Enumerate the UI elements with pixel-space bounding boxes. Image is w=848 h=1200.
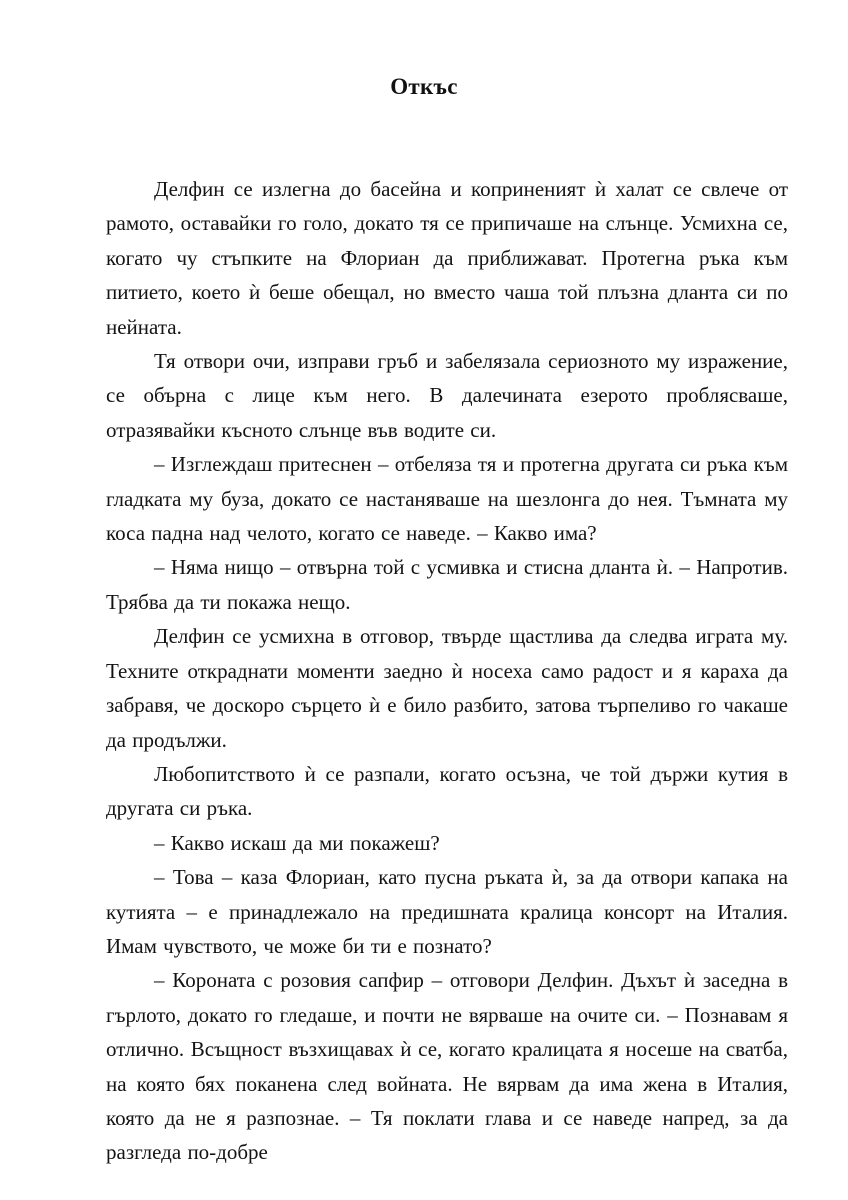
paragraph: – Какво искаш да ми покажеш?	[154, 830, 440, 855]
title-row	[0, 74, 848, 100]
document-body	[106, 172, 788, 1170]
paragraph: – Короната с розовия сапфир – отговори Делфин. Дъхът ѝ заседна в гърлото, докато го гледаше, и почти не вярваше на очите си. – Познавам я отлично. Всъщност възхищавах ѝ се, когато кралицата я носеше на сватба, на която бях поканена след войната. Не вярвам да има жена в Италия, която да не я разпознае. – Тя поклати глава и се наведе напред, за да разгледа по-добре	[106, 968, 788, 1165]
paragraph: Любопитството ѝ се разпали, когато осъзна, че той държи кутия в другата си ръка.	[106, 761, 788, 821]
page-title: Откъс	[390, 74, 458, 99]
paragraph: – Това – каза Флориан, като пусна ръката ѝ, за да отвори капака на кутията – е принадлежало на предишната кралица консорт на Италия. Имам чувството, че може би ти е познато?	[106, 865, 788, 958]
paragraph: – Изглеждаш притеснен – отбеляза тя и протегна другата си ръка към гладката му буза, докато се настаняваше на шезлонга до нея. Тъмната му коса падна над челото, когато се наведе. – Какво има?	[106, 452, 788, 546]
paragraph: Делфин се усмихна в отговор, твърде щастлива да следва играта му. Техните откраднати моменти заедно ѝ носеха само радост и я караха да забравя, че доскоро сърцето ѝ е било разбито, затова търпеливо го чакаше да продължи.	[106, 624, 788, 752]
paragraph: – Няма нищо – отвърна той с усмивка и стисна дланта ѝ. – Напротив. Трябва да ти покажа нещо.	[106, 555, 788, 614]
paragraph: Тя отвори очи, изправи гръб и забелязала сериозното му изражение, се обърна с лице към него. В далечината езерото проблясваше, отразявайки късното слънце във водите си.	[106, 349, 788, 442]
paragraph: Делфин се излегна до басейна и коприненият ѝ халат се свлече от рамото, оставайки го голо, докато тя се припичаше на слънце. Усмихна се, когато чу стъпките на Флориан да приближават. Протегна ръка към питието, което ѝ беше обещал, но вместо чаша той плъзна дланта си по нейната.	[106, 177, 788, 339]
